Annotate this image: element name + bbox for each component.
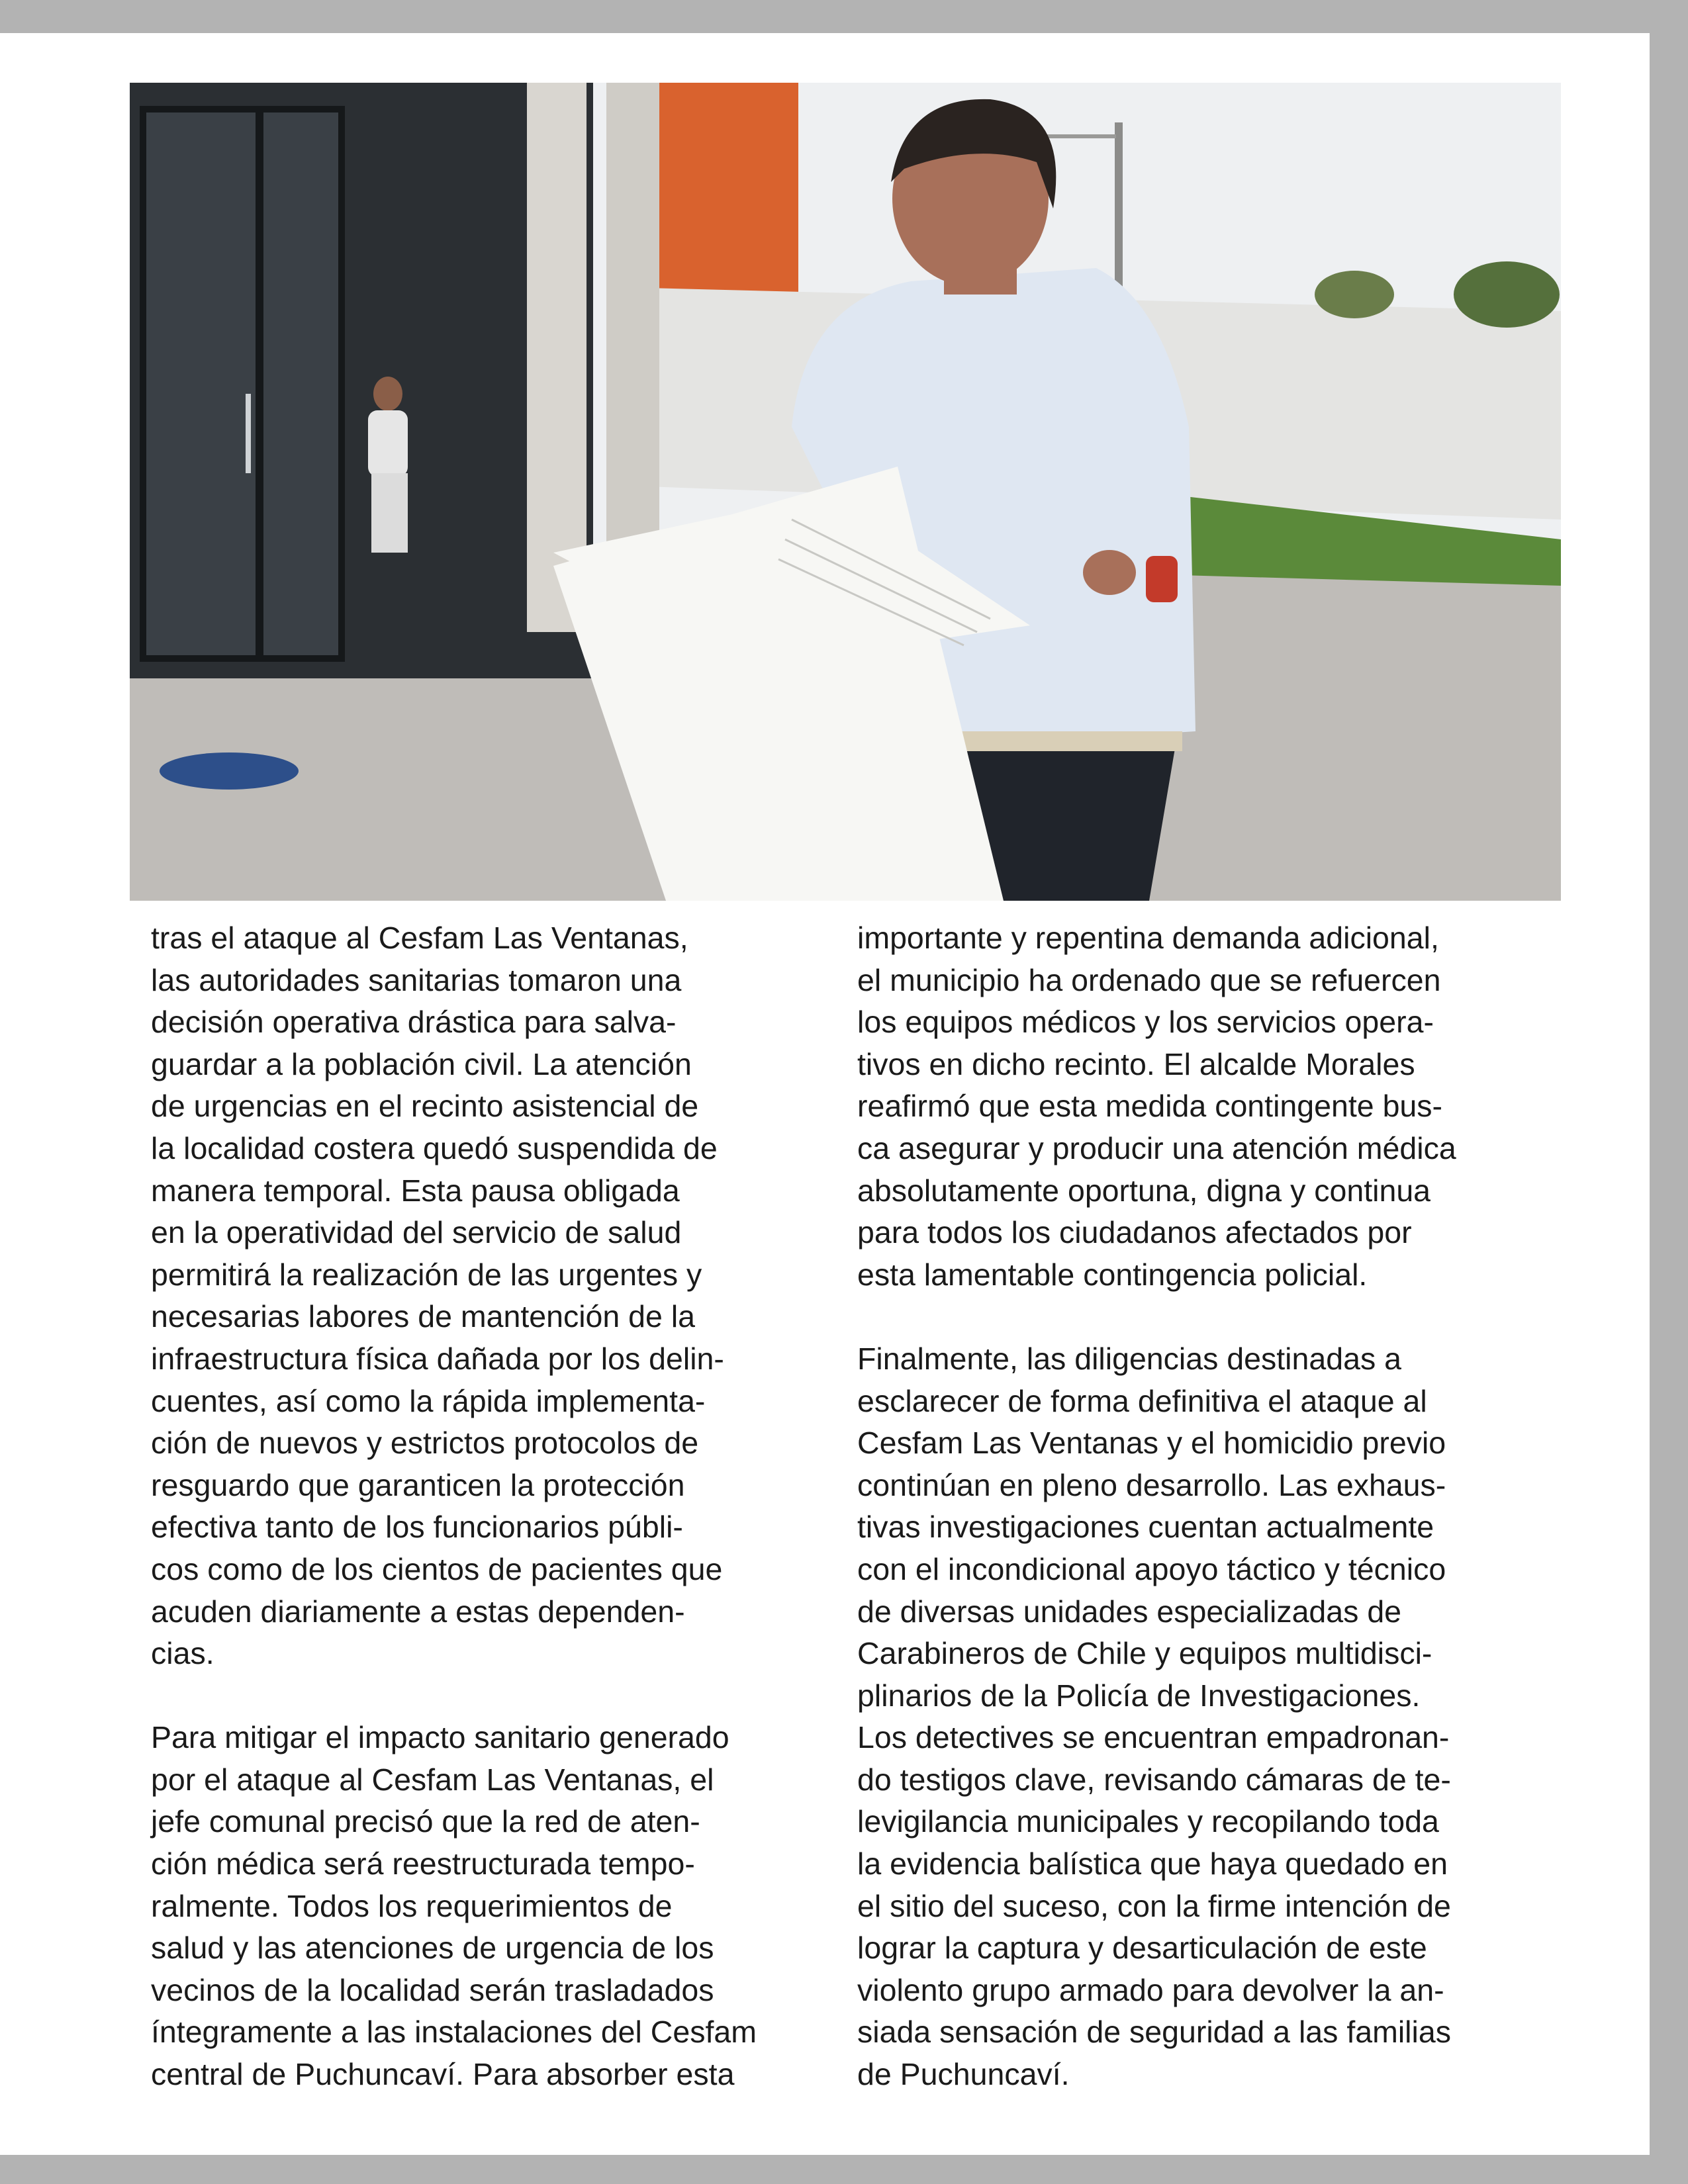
article-photo — [130, 83, 1561, 901]
article-text-line: la evidencia balística que haya quedado en — [857, 1846, 1448, 1882]
photo-tree-2 — [1315, 271, 1394, 318]
article-text-line: para todos los ciudadanos afectados por — [857, 1215, 1412, 1250]
article-text-line: ción de nuevos y estrictos protocolos de — [151, 1426, 699, 1461]
article-text-line: permitirá la realización de las urgentes y — [151, 1257, 702, 1292]
article-text-line: manera temporal. Esta pausa obligada — [151, 1173, 680, 1208]
article-text-line: de Puchuncaví. — [857, 2057, 1070, 2092]
article-text-line: cias. — [151, 1636, 214, 1671]
photo-seated-person-legs — [371, 473, 408, 553]
article-text-line: tivas investigaciones cuentan actualmente — [857, 1510, 1434, 1545]
article-text-line: el sitio del suceso, con la firme intención de — [857, 1888, 1451, 1923]
article-text-line: Finalmente, las diligencias destinadas a — [857, 1341, 1401, 1376]
photo-man-hand-left — [1083, 550, 1136, 595]
article-text-line: tras el ataque al Cesfam Las Ventanas, — [151, 921, 688, 955]
article-text-line: necesarias labores de mantención de la — [151, 1299, 696, 1334]
article-text-line: los equipos médicos y los servicios opera- — [857, 1005, 1434, 1040]
article-text-line: efectiva tanto de los funcionarios públi- — [151, 1510, 683, 1545]
article-text-line: el municipio ha ordenado que se refuercen — [857, 962, 1441, 997]
article-text-line: esta lamentable contingencia policial. — [857, 1257, 1368, 1292]
article-text-line: tivos en dicho recinto. El alcalde Morales — [857, 1046, 1415, 1081]
article-text-line: importante y repentina demanda adicional, — [857, 921, 1439, 955]
article-text-line: en la operatividad del servicio de salud — [151, 1215, 682, 1250]
article-text-line: las autoridades sanitarias tomaron una — [151, 962, 682, 997]
article-text-line: plinarios de la Policía de Investigaciones. — [857, 1678, 1421, 1713]
article-column-right — [857, 917, 1526, 2096]
photo-door-frame — [256, 109, 263, 659]
article-text-line: Para mitigar el impacto sanitario generado — [151, 1720, 729, 1755]
article-text-line: continúan en pleno desarrollo. Las exhaus- — [857, 1467, 1446, 1502]
paragraph-break — [151, 1675, 820, 1717]
article-text-line: por el ataque al Cesfam Las Ventanas, el — [151, 1762, 714, 1797]
photo-seated-person-head — [373, 377, 402, 411]
article-text-line: vecinos de la localidad serán trasladados — [151, 1972, 714, 2007]
photo-orange-building — [646, 83, 798, 301]
article-text-line: ca asegurar y producir una atención médica — [857, 1130, 1456, 1165]
article-text-line: siada sensación de seguridad a las familias — [857, 2015, 1451, 2050]
article-text-line: Cesfam Las Ventanas y el homicidio previo — [857, 1426, 1446, 1461]
article-text-line: esclarecer de forma definitiva el ataque al — [857, 1383, 1427, 1418]
article-text-line: Carabineros de Chile y equipos multidisci- — [857, 1636, 1432, 1671]
photo-floor-sticker — [160, 752, 299, 790]
article-text-line: guardar a la población civil. La atención — [151, 1046, 692, 1081]
article-text-line: decisión operativa drástica para salva- — [151, 1005, 677, 1040]
article-column-left — [151, 917, 820, 2096]
magazine-page — [0, 33, 1650, 2155]
article-text-line: Los detectives se encuentran empadronan- — [857, 1720, 1450, 1755]
article-text-line: lograr la captura y desarticulación de este — [857, 1931, 1427, 1966]
photo-door-handle — [246, 394, 251, 473]
article-text-line: absolutamente oportuna, digna y continua — [857, 1173, 1431, 1208]
article-text-line: acuden diariamente a estas dependen- — [151, 1594, 685, 1629]
article-text-line: la localidad costera quedó suspendida de — [151, 1130, 718, 1165]
article-text-line: infraestructura física dañada por los delin- — [151, 1341, 724, 1376]
article-text-line: central de Puchuncaví. Para absorber esta — [151, 2057, 735, 2092]
photo-tree — [1454, 261, 1560, 328]
photo-illustration — [130, 83, 1561, 901]
article-text-line: jefe comunal precisó que la red de aten- — [151, 1804, 700, 1839]
paragraph-break — [857, 1296, 1526, 1338]
article-text-line: reafirmó que esta medida contingente bus- — [857, 1089, 1443, 1124]
article-text-line: íntegramente a las instalaciones del Cesfam — [151, 2015, 757, 2050]
photo-seated-person-body — [368, 410, 408, 477]
article-text-line: con el incondicional apoyo táctico y técnico — [857, 1551, 1446, 1586]
photo-man-watch — [1146, 556, 1178, 602]
article-text-line: de diversas unidades especializadas de — [857, 1594, 1402, 1629]
article-text-line: cuentes, así como la rápida implementa- — [151, 1383, 706, 1418]
article-text-line: resguardo que garanticen la protección — [151, 1467, 685, 1502]
article-text-line: do testigos clave, revisando cámaras de te- — [857, 1762, 1451, 1797]
article-text-line: cos como de los cientos de pacientes que — [151, 1551, 723, 1586]
article-text-line: salud y las atenciones de urgencia de los — [151, 1931, 714, 1966]
article-text-line: de urgencias en el recinto asistencial de — [151, 1089, 699, 1124]
article-text-line: ralmente. Todos los requerimientos de — [151, 1888, 673, 1923]
article-text-line: ción médica será reestructurada tempo- — [151, 1846, 695, 1882]
article-text-line: levigilancia municipales y recopilando toda — [857, 1804, 1439, 1839]
photo-glass-door — [143, 109, 342, 659]
article-text-line: violento grupo armado para devolver la an- — [857, 1972, 1444, 2007]
